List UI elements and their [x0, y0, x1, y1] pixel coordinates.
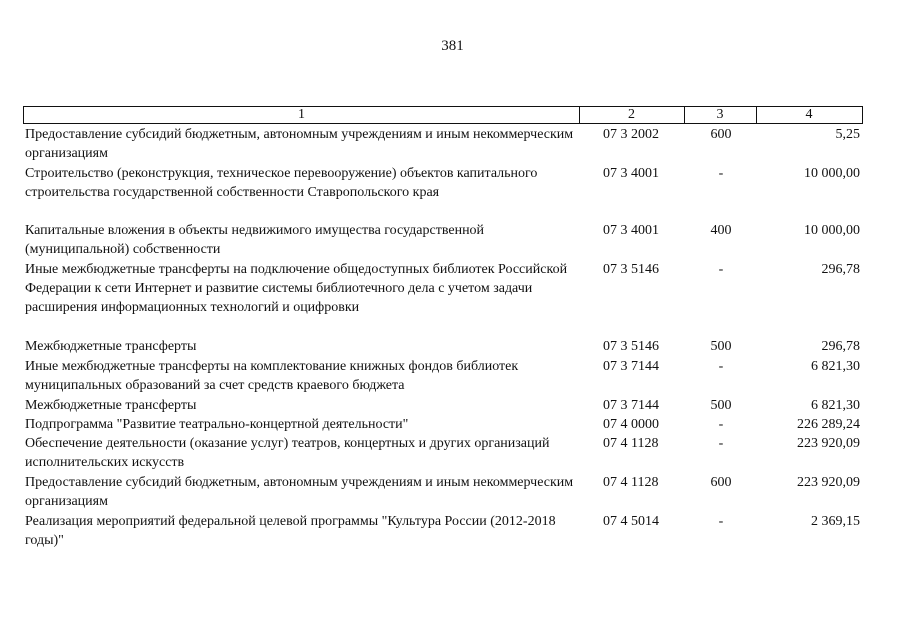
row-sum: 226 289,24 [797, 417, 860, 432]
row-name: Строительство (реконструкция, техническое перевооружение) объектов капитального строительства государственной собственности Ставропольского края [25, 166, 538, 200]
row-type: 500 [710, 339, 732, 354]
row-name: Обеспечение деятельности (оказание услуг) театров, концертных и других организаций исполнительских искусств [25, 436, 550, 470]
row-type: - [718, 359, 724, 374]
row-sum: 223 920,09 [797, 475, 860, 490]
column-header-2: 2 [579, 106, 685, 124]
row-sum: 6 821,30 [811, 398, 860, 413]
row-sum: 5,25 [835, 127, 860, 142]
row-name: Иные межбюджетные трансферты на подключение общедоступных библиотек Российской Федерации к сети Интернет и развитие системы библиотечного дела с учетом задачи расширения информационных технологий и оцифровки [25, 262, 568, 315]
row-name: Межбюджетные трансферты [25, 339, 197, 354]
row-name: Иные межбюджетные трансферты на комплектование книжных фондов библиотек муниципальных образований за счет средств краевого бюджета [25, 359, 519, 393]
row-code: 07 3 5146 [603, 262, 659, 277]
row-code: 07 3 4001 [603, 223, 659, 238]
row-type: - [718, 166, 724, 181]
page-number: 381 [441, 38, 464, 54]
column-header-1: 1 [23, 106, 580, 124]
row-type: - [718, 262, 724, 277]
row-sum: 2 369,15 [811, 514, 860, 529]
row-type: 600 [710, 127, 732, 142]
row-sum: 296,78 [821, 262, 860, 277]
row-code: 07 3 4001 [603, 166, 659, 181]
row-type: 400 [710, 223, 732, 238]
row-name: Капитальные вложения в объекты недвижимого имущества государственной (муниципальной) собственности [25, 223, 485, 257]
row-type: 500 [710, 398, 732, 413]
row-code: 07 3 7144 [603, 398, 659, 413]
row-name: Межбюджетные трансферты [25, 398, 197, 413]
row-sum: 6 821,30 [811, 359, 860, 374]
column-header-4: 4 [756, 106, 863, 124]
row-sum: 296,78 [821, 339, 860, 354]
row-type: - [718, 436, 724, 451]
row-code: 07 3 2002 [603, 127, 659, 142]
row-code: 07 4 1128 [603, 436, 659, 451]
row-name: Реализация мероприятий федеральной целевой программы "Культура России (2012-2018 годы)" [25, 514, 556, 548]
row-name: Предоставление субсидий бюджетным, автономным учреждениям и иным некоммерческим организациям [25, 127, 574, 161]
row-name: Предоставление субсидий бюджетным, автономным учреждениям и иным некоммерческим организациям [25, 475, 574, 509]
column-header-3: 3 [684, 106, 757, 124]
row-code: 07 4 5014 [603, 514, 659, 529]
row-name: Подпрограмма "Развитие театрально-концертной деятельности" [25, 417, 409, 432]
row-type: - [718, 514, 724, 529]
row-code: 07 4 0000 [603, 417, 659, 432]
row-code: 07 4 1128 [603, 475, 659, 490]
row-sum: 10 000,00 [804, 223, 860, 238]
row-type: 600 [710, 475, 732, 490]
row-sum: 10 000,00 [804, 166, 860, 181]
row-sum: 223 920,09 [797, 436, 860, 451]
row-code: 07 3 7144 [603, 359, 659, 374]
row-type: - [718, 417, 724, 432]
row-code: 07 3 5146 [603, 339, 659, 354]
